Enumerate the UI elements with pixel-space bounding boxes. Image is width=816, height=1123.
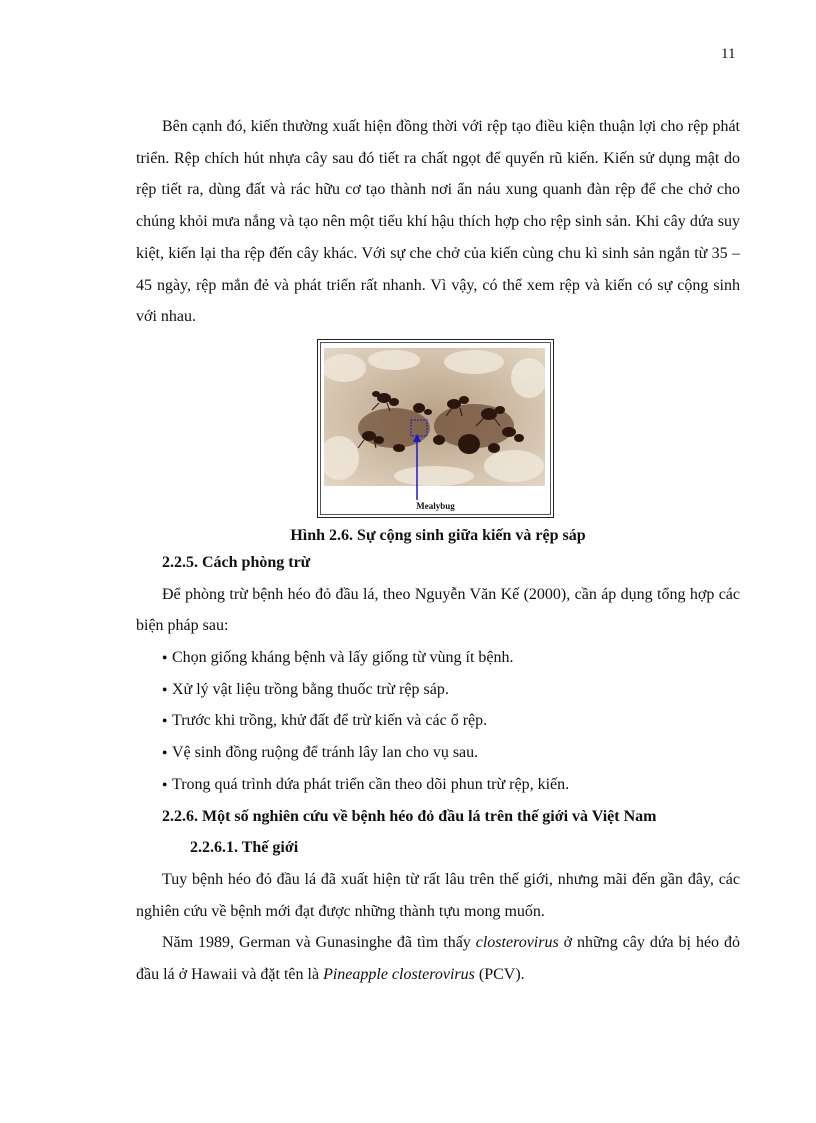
- paragraph-text: Năm 1989, German và Gunasinghe đã tìm thấy: [162, 934, 476, 952]
- list-item: ● Vệ sinh đồng ruộng để tránh lây lan cho vụ sau.: [162, 737, 740, 769]
- list-item: ● Trong quá trình dứa phát triển cần theo dõi phun trừ rệp, kiến.: [162, 769, 740, 801]
- callout-arrow: [318, 340, 555, 519]
- section-heading-2-2-6: 2.2.6. Một số nghiên cứu về bệnh héo đỏ đầu lá trên thế giới và Việt Nam: [162, 807, 657, 825]
- list-item: ● Chọn giống kháng bệnh và lấy giống từ vùng ít bệnh.: [162, 642, 740, 674]
- figure-frame: [317, 339, 554, 518]
- virus-name: closterovirus: [475, 934, 559, 952]
- list-item: ● Xử lý vật liệu trồng bằng thuốc trừ rệp sáp.: [162, 674, 740, 706]
- mealybug-label: Mealybug: [416, 500, 455, 511]
- page-number: 11: [721, 46, 736, 62]
- section-2-2-6-1-paragraph-2: [136, 927, 740, 990]
- section-heading-2-2-6-1: 2.2.6.1. Thế giới: [190, 839, 299, 857]
- section-2-2-6-1-paragraph-1: Tuy bệnh héo đỏ đầu lá đã xuất hiện từ rất lâu trên thế giới, nhưng mãi đến gần đây, các nghiên cứu về bệnh mới đạt được những thành tựu mong muốn.: [136, 870, 740, 920]
- virus-name: Pineapple closterovirus: [323, 966, 475, 984]
- figure-caption: Hình 2.6. Sự cộng sinh giữa kiến và rệp sáp: [290, 526, 586, 544]
- list-item: ● Trước khi trồng, khử đất để trừ kiến và các ổ rệp.: [162, 705, 740, 737]
- page-content: [136, 111, 740, 991]
- intro-paragraph: Bên cạnh đó, kiến thường xuất hiện đồng thời với rệp tạo điều kiện thuận lợi cho rệp phát triển. Rệp chích hút nhựa cây sau đó tiết ra chất ngọt để quyến rũ kiến. Kiến sử dụng mật do rệp tiết ra, dùng đất và rác hữu cơ tạo thành nơi ẩn náu xung quanh đàn rệp để che chở cho chúng khỏi mưa nắng và tạo nên một tiểu khí hậu thích hợp cho rệp sinh sản. Khi cây dứa suy kiệt, kiến lại tha rệp đến cây khác. Với sự che chở của kiến cùng chu kì sinh sản ngắn từ 35 – 45 ngày, rệp mắn đẻ và phát triển rất nhanh. Vì vậy, có thể xem rệp và kiến có sự cộng sinh với nhau.: [136, 118, 740, 326]
- paragraph-text: ở những cây dứa bị héo đỏ đầu lá ở Hawaii và đặt tên là: [136, 934, 741, 984]
- section-heading-2-2-5: 2.2.5. Cách phòng trừ: [162, 553, 311, 571]
- control-measures-list: [136, 642, 740, 801]
- paragraph-text: (PCV).: [474, 966, 525, 984]
- figure-2-6: [136, 339, 740, 547]
- section-2-2-5-intro: Để phòng trừ bệnh héo đỏ đầu lá, theo Nguyễn Văn Kế (2000), cần áp dụng tổng hợp các biện pháp sau:: [136, 585, 740, 635]
